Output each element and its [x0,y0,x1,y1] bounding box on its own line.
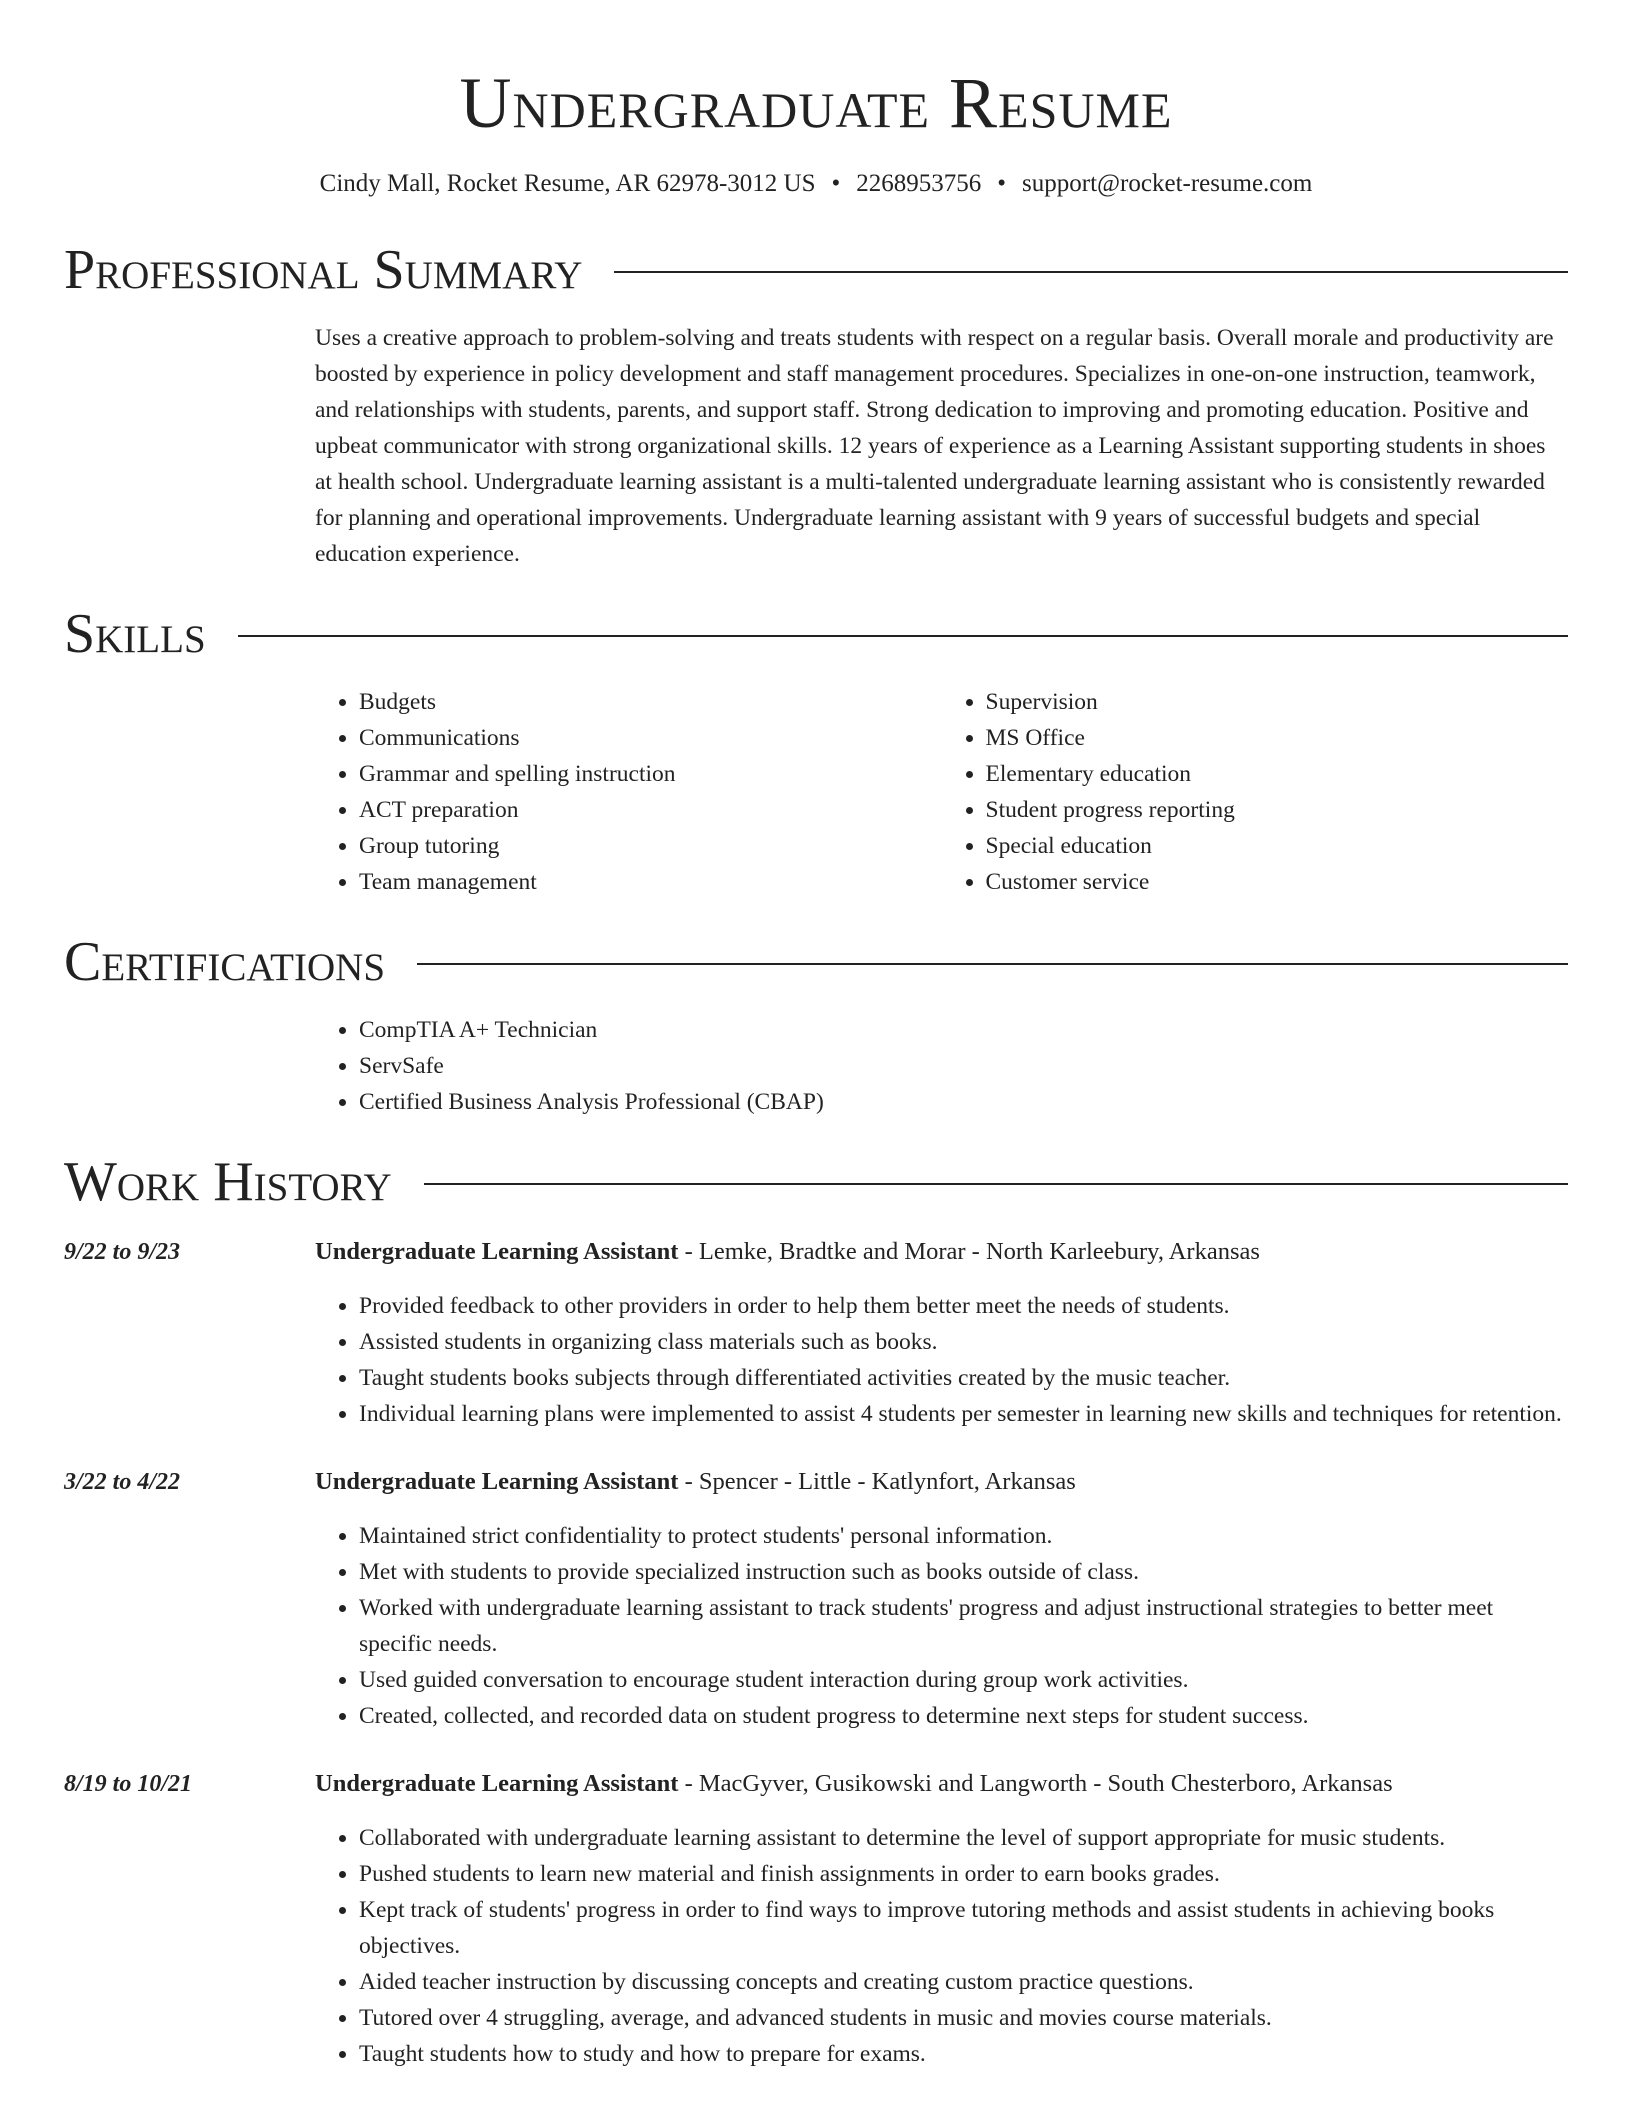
job-bullet: • Used guided conversation to encourage student interaction during group work activities. [359,1662,1568,1698]
job-entry [64,1464,1568,1734]
section-divider [238,635,1568,637]
job-bullet: • Met with students to provide specialized instruction such as books outside of class. [359,1554,1568,1590]
skill-item: • Budgets [359,684,942,720]
job-bullet: • Individual learning plans were implemented to assist 4 students per semester in learning new skills and techniques for retention. [359,1396,1568,1432]
job-bullets [315,1820,1568,2072]
skill-item: • ACT preparation [359,792,942,828]
contact-separator: • [831,170,841,197]
job-heading [315,1464,1568,1500]
job-employer: - Spencer - Little - Katlynfort, Arkansas [678,1468,1076,1495]
job-entry [64,1766,1568,2072]
certification-item: • CompTIA A+ Technician [359,1012,1568,1048]
skill-item: • Supervision [986,684,1569,720]
job-bullet: • Created, collected, and recorded data on student progress to determine next steps for student success. [359,1698,1568,1734]
skill-item: • Customer service [986,864,1569,900]
skills-section-title: Skills [64,603,206,665]
job-bullets [315,1518,1568,1734]
job-bullet: • Kept track of students' progress in order to find ways to improve tutoring methods and assist students in achieving books objectives. [359,1892,1568,1964]
section-divider [417,963,1568,965]
skill-item: • Communications [359,720,942,756]
certifications-list [315,1012,1568,1120]
job-employer: - Lemke, Bradtke and Morar - North Karleebury, Arkansas [678,1238,1260,1265]
job-bullet: • Taught students how to study and how to prepare for exams. [359,2036,1568,2072]
job-role: Undergraduate Learning Assistant [315,1468,679,1495]
job-entry [64,1234,1568,1432]
certifications-section-header [64,930,1568,994]
contact-phone: 2268953756 [856,170,982,197]
certification-item: • Certified Business Analysis Professional (CBAP) [359,1084,1568,1120]
contact-email: support@rocket-resume.com [1022,170,1313,197]
job-heading [315,1766,1568,1802]
job-bullet: • Tutored over 4 struggling, average, and advanced students in music and movies course materials. [359,2000,1568,2036]
job-heading [315,1234,1568,1270]
section-divider [614,271,1568,273]
skills-section-header [64,602,1568,666]
skill-item: • Student progress reporting [986,792,1569,828]
skills-list [315,684,1568,900]
job-bullet: • Worked with undergraduate learning assistant to track students' progress and adjust instructional strategies to better meet specific needs. [359,1590,1568,1662]
skill-item: • Group tutoring [359,828,942,864]
job-bullet: • Provided feedback to other providers in order to help them better meet the needs of students. [359,1288,1568,1324]
work-section-header [64,1150,1568,1214]
contact-line [64,168,1568,200]
job-bullet: • Maintained strict confidentiality to protect students' personal information. [359,1518,1568,1554]
summary-text: Uses a creative approach to problem-solving and treats students with respect on a regular basis. Overall morale and productivity are boosted by experience in policy development and staff management procedures. Specializes in one-on-one instruction, teamwork, and relationships with students, parents, and support staff. Strong dedication to improving and promoting education. Positive and upbeat communicator with strong organizational skills. 12 years of experience as a Learning Assistant supporting students in shoes at health school. Undergraduate learning assistant is a multi-talented undergraduate learning assistant who is consistently rewarded for planning and operational improvements. Undergraduate learning assistant with 9 years of successful budgets and special education experience. [315,325,1554,567]
job-bullet: • Collaborated with undergraduate learning assistant to determine the level of support appropriate for music students. [359,1820,1568,1856]
certification-item: • ServSafe [359,1048,1568,1084]
section-divider [424,1183,1568,1185]
job-dates: 3/22 to 4/22 [64,1469,181,1495]
resume-title: Undergraduate Resume [459,63,1173,143]
work-section-title: Work History [64,1151,392,1213]
job-employer: - MacGyver, Gusikowski and Langworth - South Chesterboro, Arkansas [678,1770,1393,1797]
contact-address: Cindy Mall, Rocket Resume, AR 62978-3012 US [319,170,816,197]
summary-section-title: Professional Summary [64,239,583,301]
job-bullet: • Assisted students in organizing class materials such as books. [359,1324,1568,1360]
skill-item: • Special education [986,828,1569,864]
skill-item: • MS Office [986,720,1569,756]
skills-column-right [942,684,1569,900]
job-bullet: • Pushed students to learn new material and finish assignments in order to earn books grades. [359,1856,1568,1892]
skill-item: • Grammar and spelling instruction [359,756,942,792]
job-dates: 8/19 to 10/21 [64,1771,193,1797]
job-bullet: • Aided teacher instruction by discussing concepts and creating custom practice questions. [359,1964,1568,2000]
job-details [315,1766,1568,2072]
summary-section-header [64,238,1568,302]
job-dates: 9/22 to 9/23 [64,1239,181,1265]
certifications-section-title: Certifications [64,931,386,993]
job-details [315,1464,1568,1734]
job-bullet: • Taught students books subjects through differentiated activities created by the music teacher. [359,1360,1568,1396]
job-bullets [315,1288,1568,1432]
job-role: Undergraduate Learning Assistant [315,1238,679,1265]
job-role: Undergraduate Learning Assistant [315,1770,679,1797]
contact-separator: • [997,170,1007,197]
skill-item: • Elementary education [986,756,1569,792]
skills-column-left [315,684,942,900]
skill-item: • Team management [359,864,942,900]
job-details [315,1234,1568,1432]
